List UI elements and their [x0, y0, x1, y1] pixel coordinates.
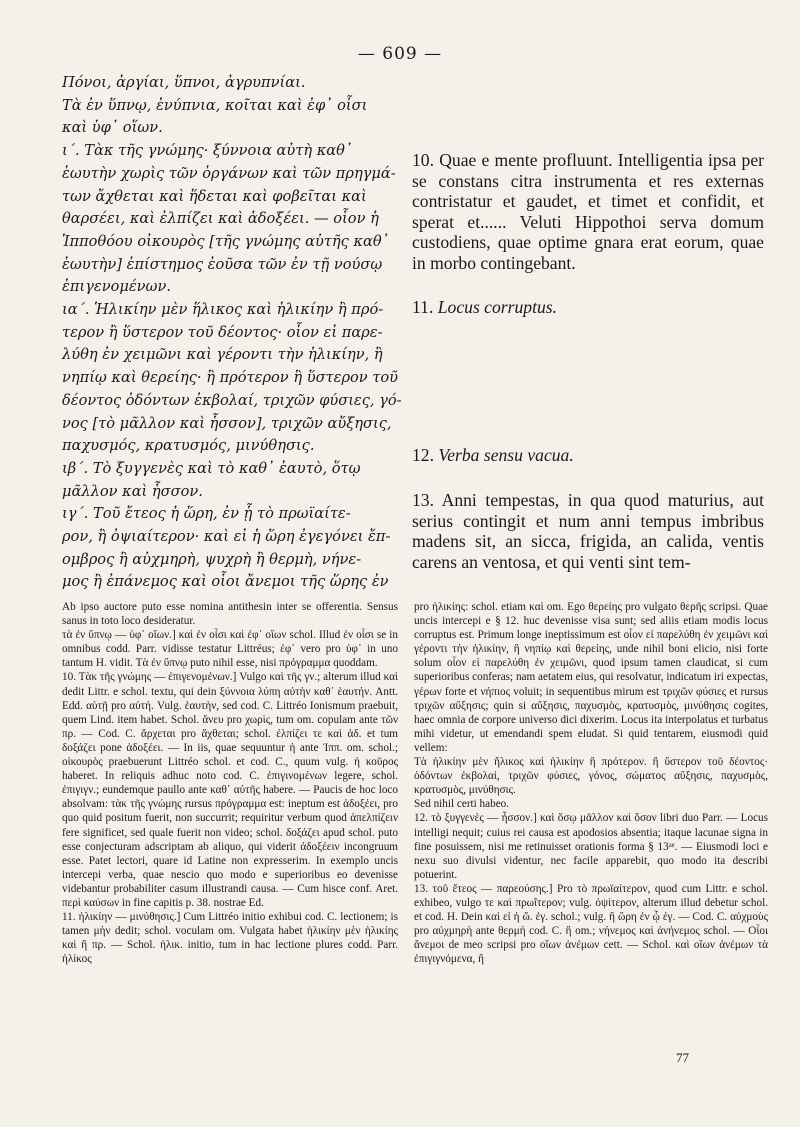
footnote-paragraph: 10. Τὰκ τῆς γνώμης — ἐπιγενομένων.] Vulgo καὶ τῆς γν.; alterum illud καὶ dedit Littr. e schol. textu, qui dein ξύννοια λύπη αὐτὴν καθ᾽ ἑαυτήν. Antt. Edd. αὐτῇ pro αὐτή. Vulg. ἑαυτὴν, sed cod. C. Littréo Ionismum praebuit, quem Lind. item habet. Schol. ἄνευ pro χωρὶς, tum om. copulam ante τῶν πρ. — Cod. C. ἄρχεται pro ἄχθεται; schol. ἐλπίζει τε καὶ ἀδ. et tum δοξάζει pone ἀδοξέει. — In iis, quae sequuntur ἡ ante Ἱππ. om. schol.; οἰκουρὸς praebuerunt Littréo schol. et cod. C., quum vulg. ἡ κοῦρος haberet. In reliquis adhuc noto cod. C. ἐπιγινομένων legere, schol. ἐπιγιγν.; eundemque paullo ante καθ᾽ αὐτῆς habere. — Paucis de hoc loco absolvam: τὰκ τῆς γνώμης rursus πρόγραμμα est: ineptum est ἀδοξέει, pro quo quid positum fuerit, non succurrit; requiritur verbum quod ἀπελπίζειν fere significet, sed quale fuerit non video; schol. δοξάζει apud schol. puto esse conjecturam adscriptam ab aliquo, qui viderit ἀδοξέειν incongruum esse. Patet lectori, quare id Latine non expresserim. In exemplo uncis intercepi verba, quae nescio quo modo e superioribus eo devenisse videbantur probabiliter casum illustrandi causa. — Cum hisce conf. Aret. περὶ καύσων in fine capitis p. 38. nostrae Ed. — [62, 671, 398, 909]
greek-text-line: τερον ἢ ὕστερον τοῦ δέοντος· οἷον εἰ παρε- — [62, 323, 383, 341]
latin-paragraph-text: Verba sensu vacua. — [438, 445, 574, 465]
greek-text-line: παχυσμός, κρατυσμός, μινύθησις. — [62, 437, 315, 455]
latin-paragraph-12 — [412, 445, 764, 466]
signature-mark: 77 — [676, 1050, 689, 1065]
footnote-paragraph: 11. ἡλικίην — μινύθησις.] Cum Littréo initio exhibui cod. C. lectionem; is tamen μὴν dedit; schol. voculam om. Vulgata habet ἡλικίην μὲν ἡλικίης καὶ ἢ πρ. — Schol. ἡλικ. initio, tum in hac lectione plures codd. Parr. ἡλίκος — [62, 911, 398, 966]
latin-paragraph-11 — [412, 297, 764, 318]
footnote-paragraph: 13. τοῦ ἔτεος — παρεούσης.] Pro τὸ πρωϊαίτερον, quod cum Littr. e schol. exhibeo, vulgo τε καὶ πρωΐτερον; vulg. ὀψίτερον, alterum illud debetur schol. et cod. H. Dein καὶ εἰ ἡ ὥ. ἐγ. schol.; vulg. ἢ ὥρη ἐν ᾧ ἐγ. — Cod. C. αὐχμοὺς pro αὐχμηρὴ ante θερμή cod. C. ἢ om.; νήνεμος καὶ ἀνήνεμος schol. — Οἷοι ἄνεμοι de meo scripsi pro οἵων ἀνέμων cett. — Schol. καὶ οἵων ἀνέμων τὰ ἐπιγιγνόμενα, ἢ — [414, 882, 768, 966]
footnote-paragraph: τὰ ἐν ὕπνῳ — ὑφ᾽ οἵων.] καὶ ἐν οἷσι καὶ ἐφ᾽ οἵων schol. Illud ἐν οἷσι se in omnibus codd. Parr. vidisse testatur Littréus; ἐφ᾽ vero pro ὑφ᾽ in uno tantum H. vidit. Τὰ ἐν ὕπνῳ puto nihil esse, nisi πρόγραμμα quoddam. — [62, 629, 398, 670]
latin-paragraph-text: Locus corruptus. — [437, 297, 558, 317]
footnote-paragraph: 12. τὸ ξυγγενὲς — ἧσσον.] καὶ ὅσῳ μᾶλλον καὶ ὅσον libri duo Parr. — Locus intelligi nequit; cuius rei causa est apodosios absentia; itaque lacunae signa in fine posuissem, nisi me retinuisset orationis forma § 13ᵃᵉ. — Eiusmodi loci e nexu suo divulsi videntur, nec facile apparebit, quo modo ita describi potuerint. — [414, 812, 768, 881]
greek-text-line: νος [τὸ μᾶλλον καὶ ἧσσον], τριχῶν αὔξησις, — [62, 414, 392, 432]
greek-text-line: καὶ ὑφ᾽ οἵων. — [62, 119, 163, 137]
greek-text-line: ι΄. Τὰκ τῆς γνώμης· ξύννοια αὐτὴ καθ᾽ — [62, 142, 353, 160]
greek-text-line: μος ἢ ἐπάνεμος καὶ οἷοι ἄνεμοι τῆς ὥρης ἐν — [62, 573, 389, 591]
footnotes-left — [62, 600, 398, 966]
greek-text-line: Τὰ ἐν ὕπνῳ, ἐνύπνια, κοῖται καὶ ἐφ᾽ οἷσι — [62, 96, 368, 114]
greek-text-line: Ἱπποθόου οἰκουρὸς [τῆς γνώμης αὐτῆς καθ᾽ — [62, 232, 389, 250]
greek-text-line: ρον, ἢ ὀψιαίτερον· καὶ εἰ ἡ ὥρη ἐγεγόνει ἔπ- — [62, 528, 391, 546]
latin-paragraph-13 — [412, 490, 764, 572]
greek-text-line: λύθη ἐν χειμῶνι καὶ γέροντι τὴν ἡλικίην, ἢ — [62, 346, 383, 364]
greek-text-line: ἑωυτὴν χωρὶς τῶν ὀργάνων καὶ τῶν πρηγμά- — [62, 164, 396, 182]
greek-text-line: θαρσέει, καὶ ἐλπίζει καὶ ἀδοξέει. — οἷον ἡ — [62, 210, 379, 228]
page-number: — 609 — — [357, 44, 443, 64]
footnote-paragraph: Sed nihil certi habeo. — [414, 798, 510, 811]
latin-paragraph-10 — [412, 150, 764, 273]
greek-text-line: ἑωυτὴν] ἐπίστημος ἐοῦσα τῶν ἐν τῇ νούσῳ — [62, 255, 383, 273]
footnotes-right — [414, 600, 768, 966]
greek-text-line: των ἄχθεται καὶ ἥδεται καὶ φοβεῖται καὶ — [62, 187, 367, 205]
greek-text-line: ιγ΄. Τοῦ ἔτεος ἡ ὥρη, ἐν ᾗ τὸ πρωϊαίτε- — [62, 505, 351, 523]
greek-text-line: ἐπιγενομένων. — [62, 278, 171, 296]
footnote-paragraph: Ab ipso auctore puto esse nomina antithesin inter se offerentia. Sensus sanus in toto loco desideratur. — [62, 601, 398, 628]
latin-paragraph-number: 12. — [412, 445, 434, 465]
greek-text-line: νηπίῳ καὶ θερείης· ἢ πρότερον ἢ ὕστερον τοῦ — [62, 369, 399, 387]
greek-text-column — [62, 72, 402, 594]
latin-paragraph-text: 10. Quae e mente profluunt. Intelligentia ipsa per se constans citra instrumenta et res externas contristatur et gaudet, et timet et confidit, et sperat et...... Veluti Hippothoi serva domum custodiens, quae optime gnara erat eorum, quae in morbo contingebant. — [412, 150, 764, 273]
greek-text-line: δέοντος ὀδόντων ἐκβολαί, τριχῶν φύσιες, γό- — [62, 391, 402, 409]
greek-text-line: ια΄. Ἡλικίην μὲν ἥλικος καὶ ἡλικίην ἢ πρό- — [62, 301, 384, 319]
greek-text-line: Πόνοι, ἀργίαι, ὕπνοι, ἀγρυπνίαι. — [62, 74, 306, 91]
latin-paragraph-text: 13. Anni tempestas, in qua quod maturius, aut serius contingit et num anni tempus imbribus madens sit, an sicca, frigida, an calida, ventis carens an ventosa, et qui venti sint tem- — [412, 490, 764, 572]
greek-text-line: ομβρος ἢ αὐχμηρὴ, ψυχρὴ ἢ θερμὴ, νήνε- — [62, 550, 362, 568]
greek-text-line: ιβ΄. Τὸ ξυγγενὲς καὶ τὸ καθ᾽ ἑαυτὸ, ὅτῳ — [62, 459, 361, 477]
latin-paragraph-number: 11. — [412, 297, 434, 317]
footnote-paragraph: Τὰ ἡλικίην μὲν ἥλικος καὶ ἡλικίην ἢ πρότερον. ἢ ὕστερον τοῦ δέοντος· ὀδόντων ἐκβολαί, τριχῶν φύσιες, γόνος, σώματος αὔξησις, παχυσμὸς, κρατυσμὸς, μινύθησις. — [414, 756, 768, 797]
greek-text-line: μᾶλλον καὶ ἧσσον. — [62, 482, 203, 500]
footnote-paragraph: pro ἡλικίης: schol. etiam καὶ om. Ego θερείης pro vulgato θερῆς scripsi. Quae uncis intercepi e § 12. huc devenisse visa sunt; sed aliis etiam modis locus corruptus est. Primum longe ineptissimum est οἷον εἰ παρελύθη ἐν χειμῶνι καὶ γέροντι τὴν ἡλικίην, ἢ νηπίῳ καὶ θερείης, unde nihil boni elicio, nisi forte solum οἷον εἰ παρελύθη ἐν χειμῶνι, quod ipsum tamen claudicat, si cum superioribus conferas; nam aetatem eius, qui resolvatur, indicatum iri expectas, γέρων forte et νήπιος voluit; in sequentibus mirum est τριχῶν φύσιες et rursus τριχῶν αὔξησις; quin si αὔξησις, παχυσμὸς, κρατυσμὸς, μινύθησις cogites, haec omnia de corpore universo dici dixerim. Locus ita interpolatus et turbatus mihi videtur, ut emendandi spem eludat. Si quid tentarem, eiusmodi quid vellem: — [414, 601, 768, 754]
